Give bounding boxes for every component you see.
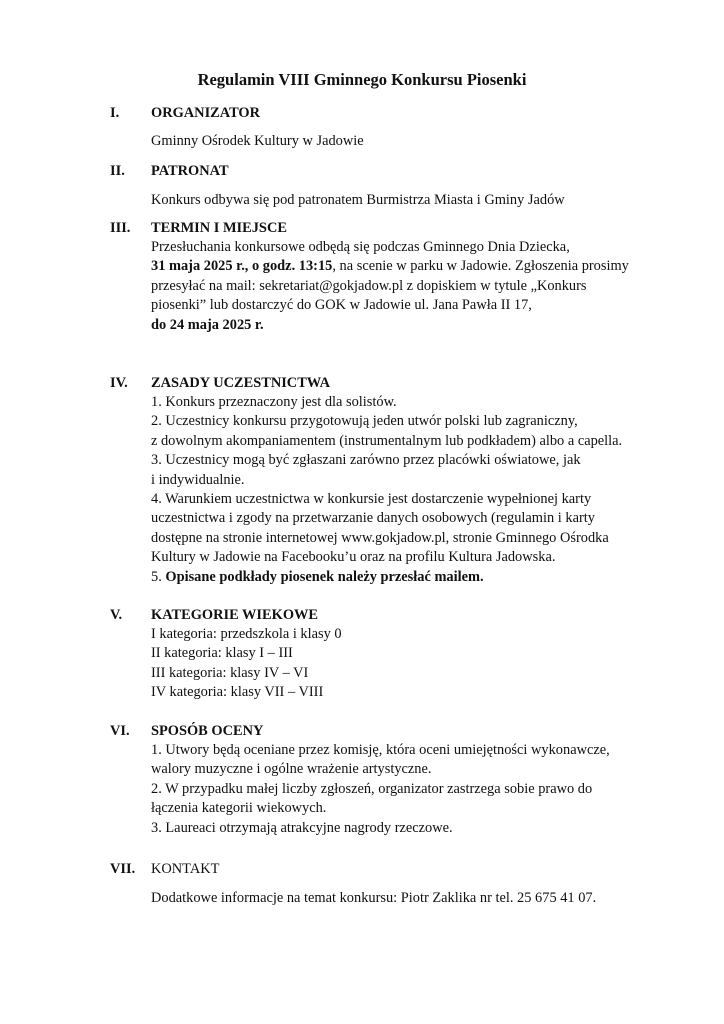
section-body — [151, 191, 671, 210]
section-body — [151, 741, 671, 838]
text-line: przesyłać na mail: sekretariat@gokjadow.pl z dopiskiem w tytule „Konkurs — [151, 277, 587, 294]
section-number: IV. — [110, 375, 128, 391]
text-line: 3. Laureaci otrzymają atrakcyjne nagrody rzeczowe. — [151, 819, 453, 836]
text-line: walory muzyczne i ogólne wrażenie artystyczne. — [151, 761, 432, 778]
category-line: III kategoria: klasy IV – VI — [151, 664, 309, 681]
section-heading: SPOSÓB OCENY — [151, 723, 264, 739]
category-line: II kategoria: klasy I – III — [151, 645, 293, 662]
section-heading: TERMIN I MIEJSCE — [151, 220, 287, 236]
text-fragment: 5. — [151, 568, 166, 585]
text-line: z dowolnym akompaniamentem (instrumentalnym lub podkładem) albo a capella. — [151, 432, 623, 449]
section-heading: ORGANIZATOR — [151, 105, 261, 121]
text-line: Konkurs odbywa się pod patronatem Burmistrza Miasta i Gminy Jadów — [151, 192, 565, 208]
text-line: i indywidualnie. — [151, 471, 245, 488]
category-line: I kategoria: przedszkola i klasy 0 — [151, 626, 342, 642]
text-line: 2. W przypadku małej liczby zgłoszeń, organizator zastrzega sobie prawo do — [151, 780, 593, 797]
deadline-text: do 24 maja 2025 r. — [151, 316, 264, 333]
document-title: Regulamin VIII Gminnego Konkursu Piosenki — [197, 70, 527, 89]
contact-line: Dodatkowe informacje na temat konkursu: Piotr Zaklika nr tel. 25 675 41 07. — [151, 890, 597, 906]
text-line: łączenia kategorii wiekowych. — [151, 800, 327, 817]
text-line: piosenki” lub dostarczyć do GOK w Jadowie ul. Jana Pawła II 17, — [151, 297, 532, 314]
section-heading: PATRONAT — [151, 163, 229, 179]
category-line: IV kategoria: klasy VII – VIII — [151, 684, 324, 701]
date-time-bold: 31 maja 2025 r., o godz. 13:15 — [151, 258, 333, 275]
rule-bold: Opisane podkłady piosenek należy przesłać mailem. — [165, 568, 484, 585]
section-body — [151, 889, 671, 908]
text-line: Gminny Ośrodek Kultury w Jadowie — [151, 133, 364, 149]
section-number: II. — [110, 163, 125, 179]
section-heading: KONTAKT — [151, 861, 220, 877]
text-line: 1. Konkurs przeznaczony jest dla solistów. — [151, 394, 397, 410]
text-line — [151, 257, 671, 276]
section-number: I. — [110, 105, 120, 121]
section-heading: ZASADY UCZESTNICTWA — [151, 375, 330, 391]
section-body — [151, 132, 671, 151]
section-body — [151, 238, 671, 335]
text-line: Kultury w Jadowie na Facebooku’u oraz na profilu Kultura Jadowska. — [151, 549, 556, 566]
section-body — [151, 625, 671, 703]
text-line — [151, 568, 671, 587]
text-line: dostępne na stronie internetowej www.gokjadow.pl, stronie Gminnego Ośrodka — [151, 529, 609, 546]
text-line: 4. Warunkiem uczestnictwa w konkursie jest dostarczenie wypełnionej karty — [151, 491, 592, 508]
text-line: uczestnictwa i zgody na przetwarzanie danych osobowych (regulamin i karty — [151, 510, 595, 527]
text-line: 2. Uczestnicy konkursu przygotowują jeden utwór polski lub zagraniczny, — [151, 413, 578, 430]
section-number: III. — [110, 220, 131, 236]
text-line: 1. Utwory będą oceniane przez komisję, która oceni umiejętności wykonawcze, — [151, 742, 610, 758]
section-number: V. — [110, 607, 123, 623]
section-body — [151, 393, 671, 587]
section-number: VI. — [110, 723, 130, 739]
text-line: Przesłuchania konkursowe odbędą się podczas Gminnego Dnia Dziecka, — [151, 239, 570, 255]
text-fragment: , na scenie w parku w Jadowie. Zgłoszenia prosimy — [332, 258, 629, 275]
section-heading: KATEGORIE WIEKOWE — [151, 607, 318, 623]
section-number: VII. — [110, 861, 136, 877]
text-line: 3. Uczestnicy mogą być zgłaszani zarówno przez placówki oświatowe, jak — [151, 452, 581, 469]
deadline-bold — [151, 316, 671, 335]
